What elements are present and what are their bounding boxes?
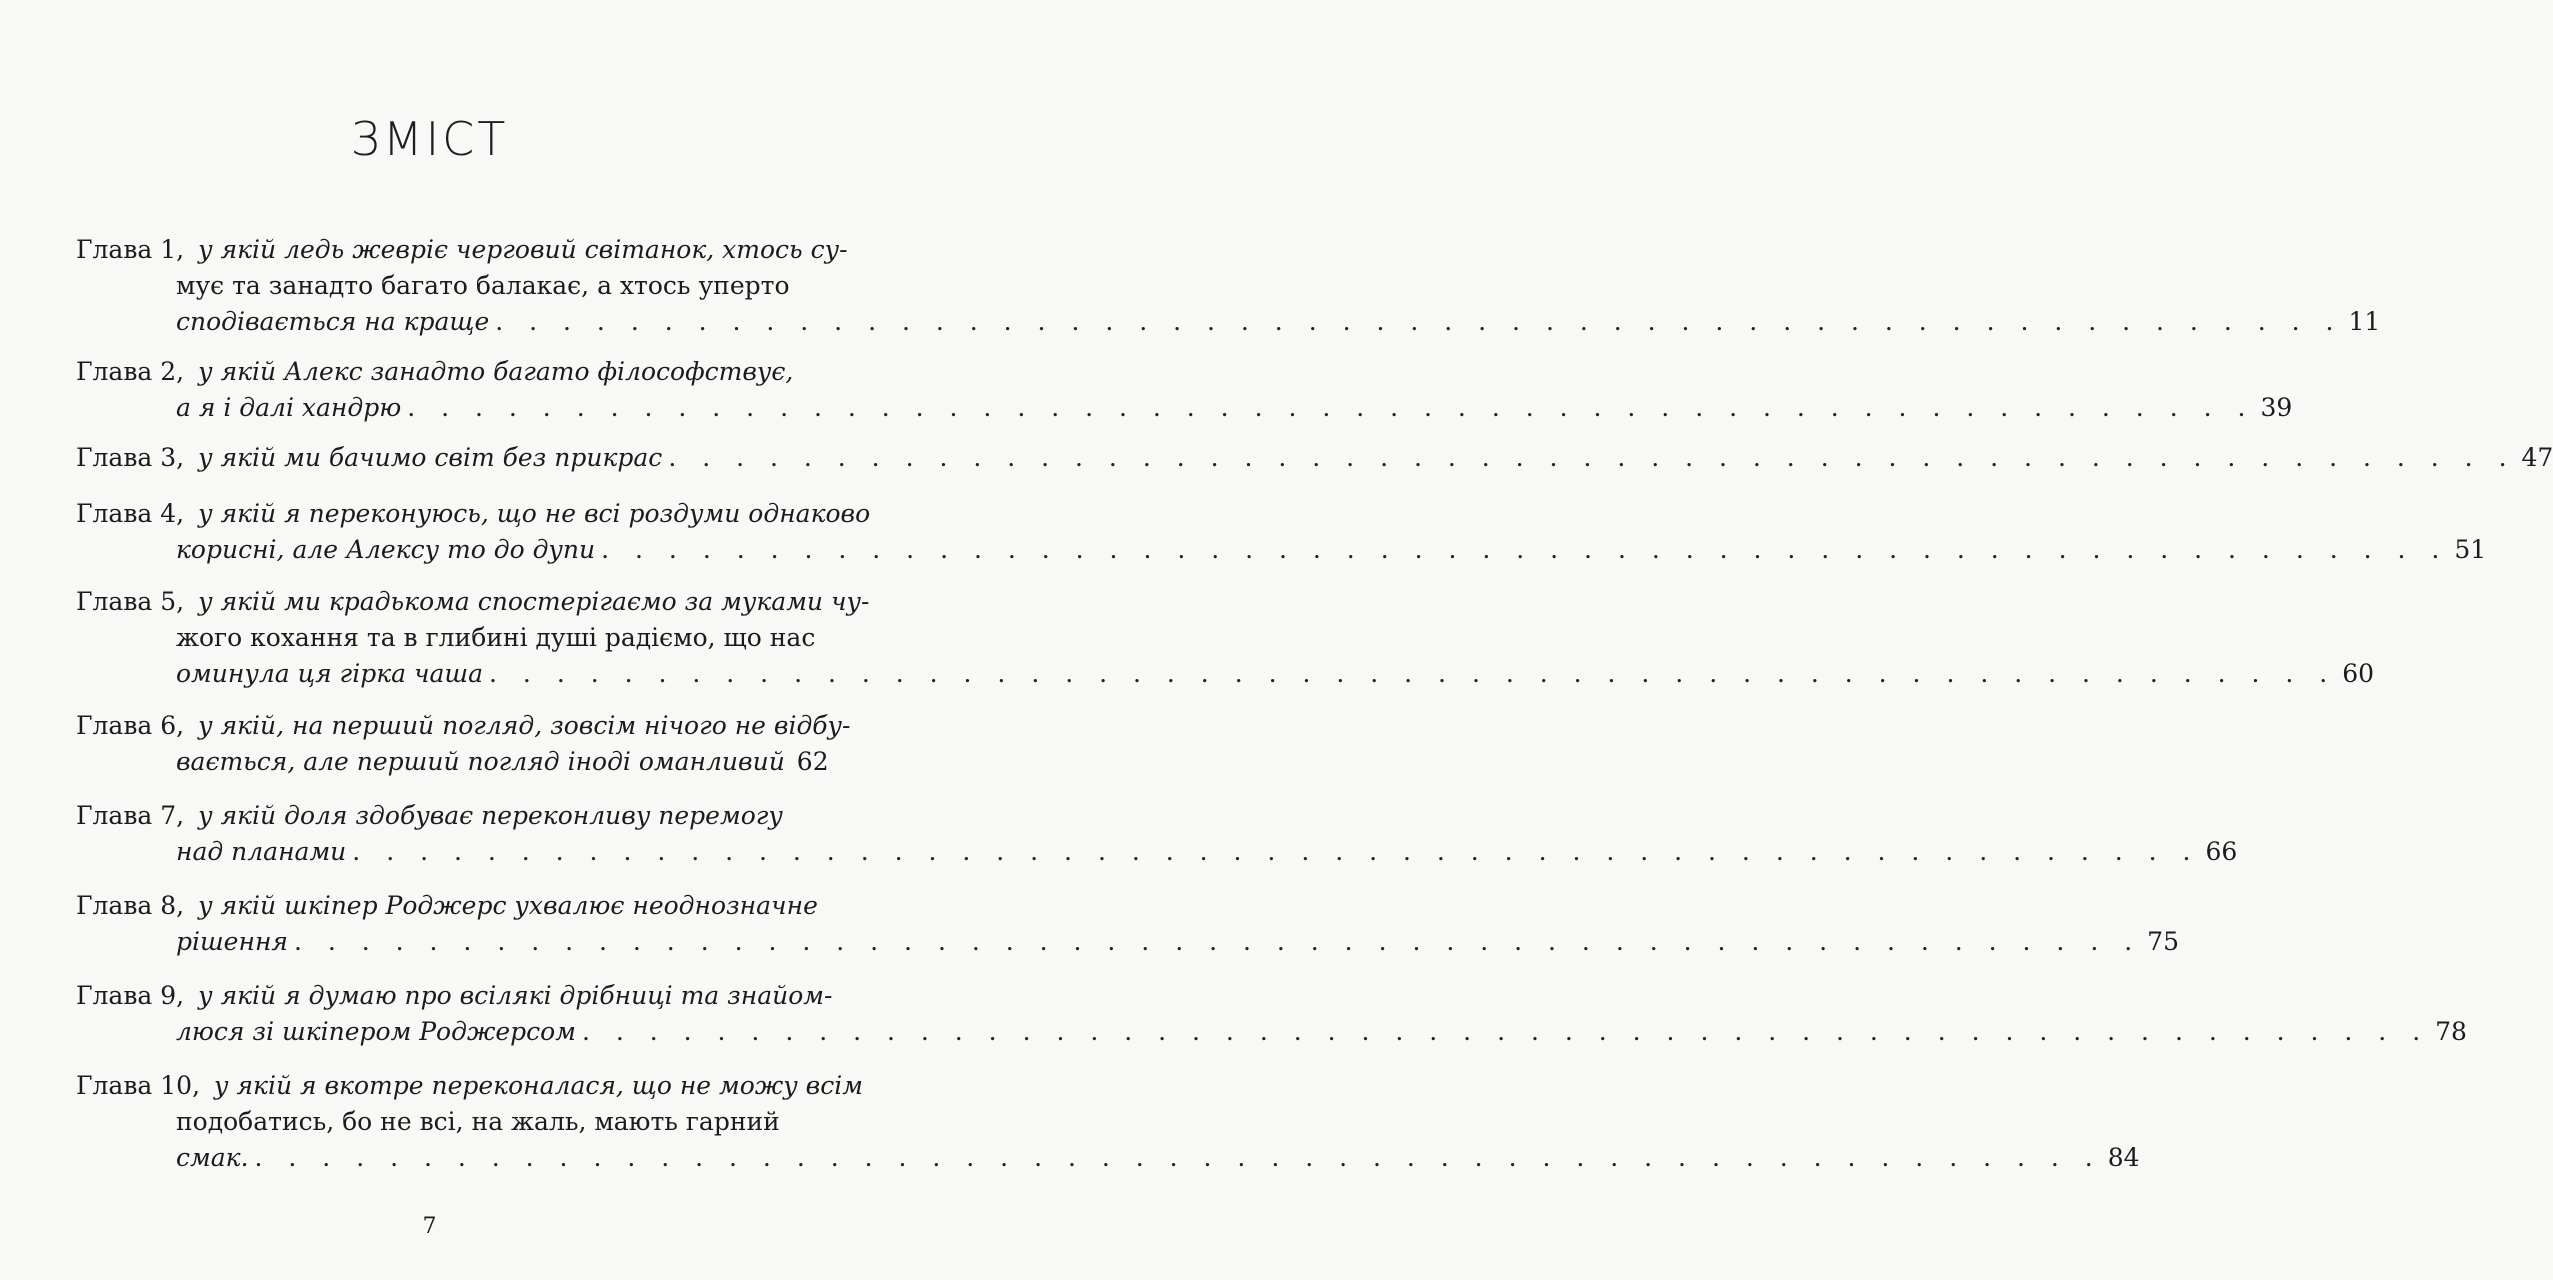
chapter-label: Глава 5, xyxy=(76,587,185,616)
chapter-label: Глава 9, xyxy=(76,981,185,1010)
chapter-title-line: люся зі шкіпером Роджерсом xyxy=(176,1017,576,1046)
chapter-label: Глава 3, xyxy=(76,443,185,472)
chapter-title-line: мує та занадто багато балакає, а хтось уперто xyxy=(176,271,790,300)
chapter-title-line: а я і далі хандрю xyxy=(176,393,402,422)
chapter-title-line: оминула ця гірка чаша xyxy=(176,659,484,688)
chapter-label: Глава 7, xyxy=(76,801,185,830)
chapter-title-line: у якій Алекс занадто багато філософствує, xyxy=(198,357,794,386)
chapter-title-line: подобатись, бо не всі, на жаль, мають гарний xyxy=(176,1107,780,1136)
chapter-title-line: рішення xyxy=(176,927,288,956)
chapter-label: Глава 2, xyxy=(76,357,185,386)
chapter-title-line: над планами xyxy=(176,837,347,866)
dot-leader: . . . . . . . . . . . . . . . . . . . . . . . . . . . . . . . . . . . . . . . . . . . . . . . . . . . . . . . xyxy=(254,1143,2102,1172)
chapter-title-line: у якій ледь жевріє черговий світанок, хтось су- xyxy=(198,235,848,264)
chapter-title-line: сподівається на краще xyxy=(176,307,490,336)
page-number: 47 xyxy=(2521,443,2553,472)
page-title: ЗМІСТ xyxy=(350,112,509,166)
chapter-title-line: у якій доля здобуває переконливу перемогу xyxy=(198,801,783,830)
page-number: 78 xyxy=(2435,1017,2467,1046)
chapter-label: Глава 6, xyxy=(76,711,185,740)
chapter-label: Глава 4, xyxy=(76,499,185,528)
chapter-title-line: у якій я думаю про всілякі дрібниці та знайом- xyxy=(198,981,833,1010)
chapter-title-line: у якій я вкотре переконалася, що не можу всім xyxy=(214,1071,863,1100)
page-folio-number: 7 xyxy=(422,1214,437,1239)
dot-leader: . . . . . . . . . . . . . . . . . . . . . . . . . . . . . . . . . . . . . . . . . . . . . . . . . . . . . . . xyxy=(581,1017,2430,1046)
toc-entry-9 xyxy=(76,978,2467,1050)
dot-leader: . . . . . . . . . . . . . . . . . . . . . . . . . . . . . . . . . . . . . . . . . . . . . . . . . . . . . . . xyxy=(293,927,2142,956)
toc-entry-1 xyxy=(76,232,2381,340)
chapter-title-line: у якій ми крадькома спостерігаємо за муками чу- xyxy=(198,587,870,616)
page-number: 60 xyxy=(2342,659,2375,688)
toc-entry-3 xyxy=(76,440,2553,476)
page-number: 62 xyxy=(796,747,829,776)
dot-leader: . . . . . . . . . . . . . . . . . . . . . . . . . . . . . . . . . . . . . . . . . . . . . . . . . . . . . . . xyxy=(495,307,2343,336)
page-number: 39 xyxy=(2260,393,2293,422)
toc-entry-8 xyxy=(76,888,2179,960)
toc-entry-5 xyxy=(76,584,2375,692)
toc-entry-7 xyxy=(76,798,2238,870)
dot-leader: . . . . . . . . . . . . . . . . . . . . . . . . . . . . . . . . . . . . . . . . . . . . . . . . . . . . . . . xyxy=(407,393,2255,422)
toc-entry-10 xyxy=(76,1068,2140,1176)
dot-leader: . . . . . . . . . . . . . . . . . . . . . . . . . . . . . . . . . . . . . . . . . . . . . . . . . . . . . . . xyxy=(352,837,2200,866)
chapter-title-line: у якій, на перший погляд, зовсім нічого не відбу- xyxy=(198,711,851,740)
page-number: 51 xyxy=(2454,535,2487,564)
dot-leader: . . . . . . . . . . . . . . . . . . . . . . . . . . . . . . . . . . . . . . . . . . . . . . . . . . . . . . . xyxy=(489,659,2337,688)
chapter-title-line: смак. xyxy=(176,1143,249,1172)
toc-entry-6 xyxy=(76,708,851,780)
chapter-label: Глава 10, xyxy=(76,1071,201,1100)
chapter-title-line: у якій шкіпер Роджерс ухвалює неоднозначне xyxy=(198,891,818,920)
chapter-title-line: у якій ми бачимо світ без прикрас xyxy=(198,443,663,472)
dot-leader: . . . . . . . . . . . . . . . . . . . . . . . . . . . . . . . . . . . . . . . . . . . . . . . . . . . . . . . xyxy=(668,443,2516,472)
page-number: 11 xyxy=(2348,307,2381,336)
page-number: 75 xyxy=(2147,927,2179,956)
chapter-title-line: жого кохання та в глибині душі радіємо, що нас xyxy=(176,623,816,652)
toc-entry-4 xyxy=(76,496,2487,568)
chapter-label: Глава 8, xyxy=(76,891,185,920)
chapter-title-line: корисні, але Алексу то до дупи xyxy=(176,535,596,564)
chapter-label: Глава 1, xyxy=(76,235,185,264)
toc-entry-2 xyxy=(76,354,2293,426)
dot-leader: . . . . . . . . . . . . . . . . . . . . . . . . . . . . . . . . . . . . . . . . . . . . . . . . . . . . . . . xyxy=(601,535,2449,564)
chapter-title-line: у якій я переконуюсь, що не всі роздуми однаково xyxy=(198,499,871,528)
page-number: 66 xyxy=(2205,837,2238,866)
page-number: 84 xyxy=(2107,1143,2140,1172)
chapter-title-line: вається, але перший погляд іноді оманливий xyxy=(176,747,785,776)
